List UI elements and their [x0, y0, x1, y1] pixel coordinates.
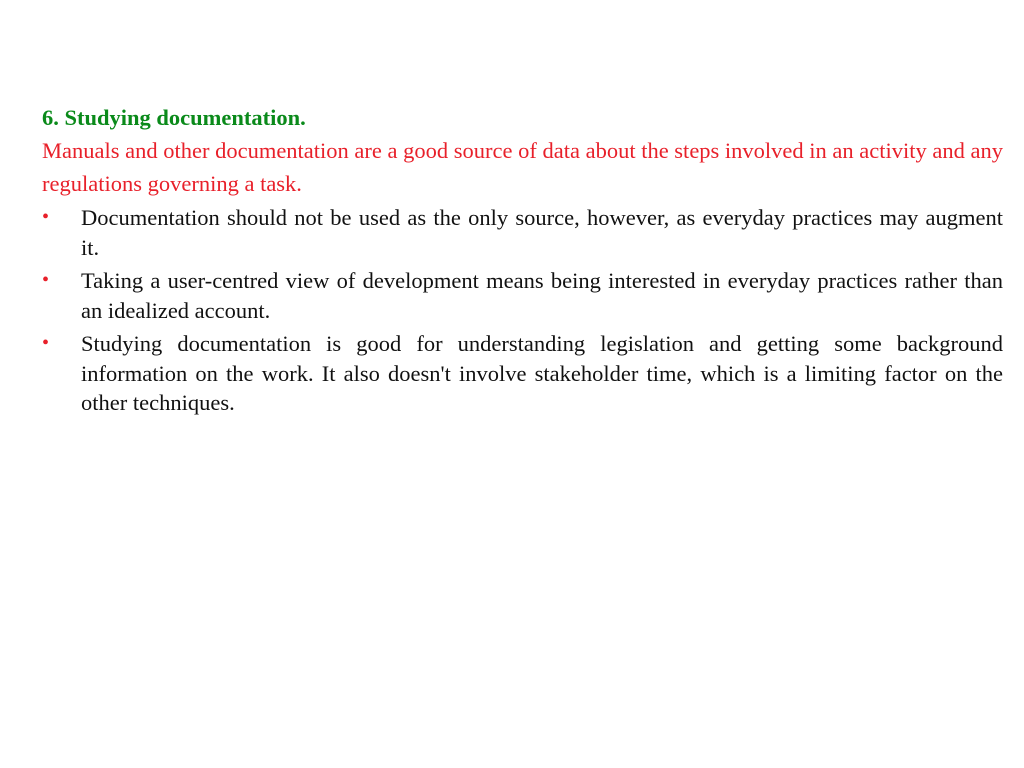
bullet-item-legislation [42, 329, 1003, 418]
bullet-marker-icon: • [42, 269, 50, 291]
section-heading: 6. Studying documentation. [42, 105, 306, 130]
slide-content [42, 101, 1003, 422]
bullet-text: Taking a user-centred view of development means being interested in everyday practices rather than an idealized account. [81, 268, 1003, 323]
bullet-text: Studying documentation is good for understanding legislation and getting some background information on the work. It also doesn't involve stakeholder time, which is a limiting factor on the other techniques. [81, 331, 1003, 415]
bullet-marker-icon: • [42, 332, 50, 354]
bullet-marker-icon: • [42, 206, 50, 228]
bullet-item-documentation-source [42, 203, 1003, 262]
bullet-item-user-centred-view [42, 266, 1003, 325]
bullet-list [42, 203, 1003, 418]
bullet-text: Documentation should not be used as the only source, however, as everyday practices may augment it. [81, 205, 1003, 260]
intro-paragraph: Manuals and other documentation are a good source of data about the steps involved in an activity and any regulations governing a task. [42, 138, 1003, 196]
